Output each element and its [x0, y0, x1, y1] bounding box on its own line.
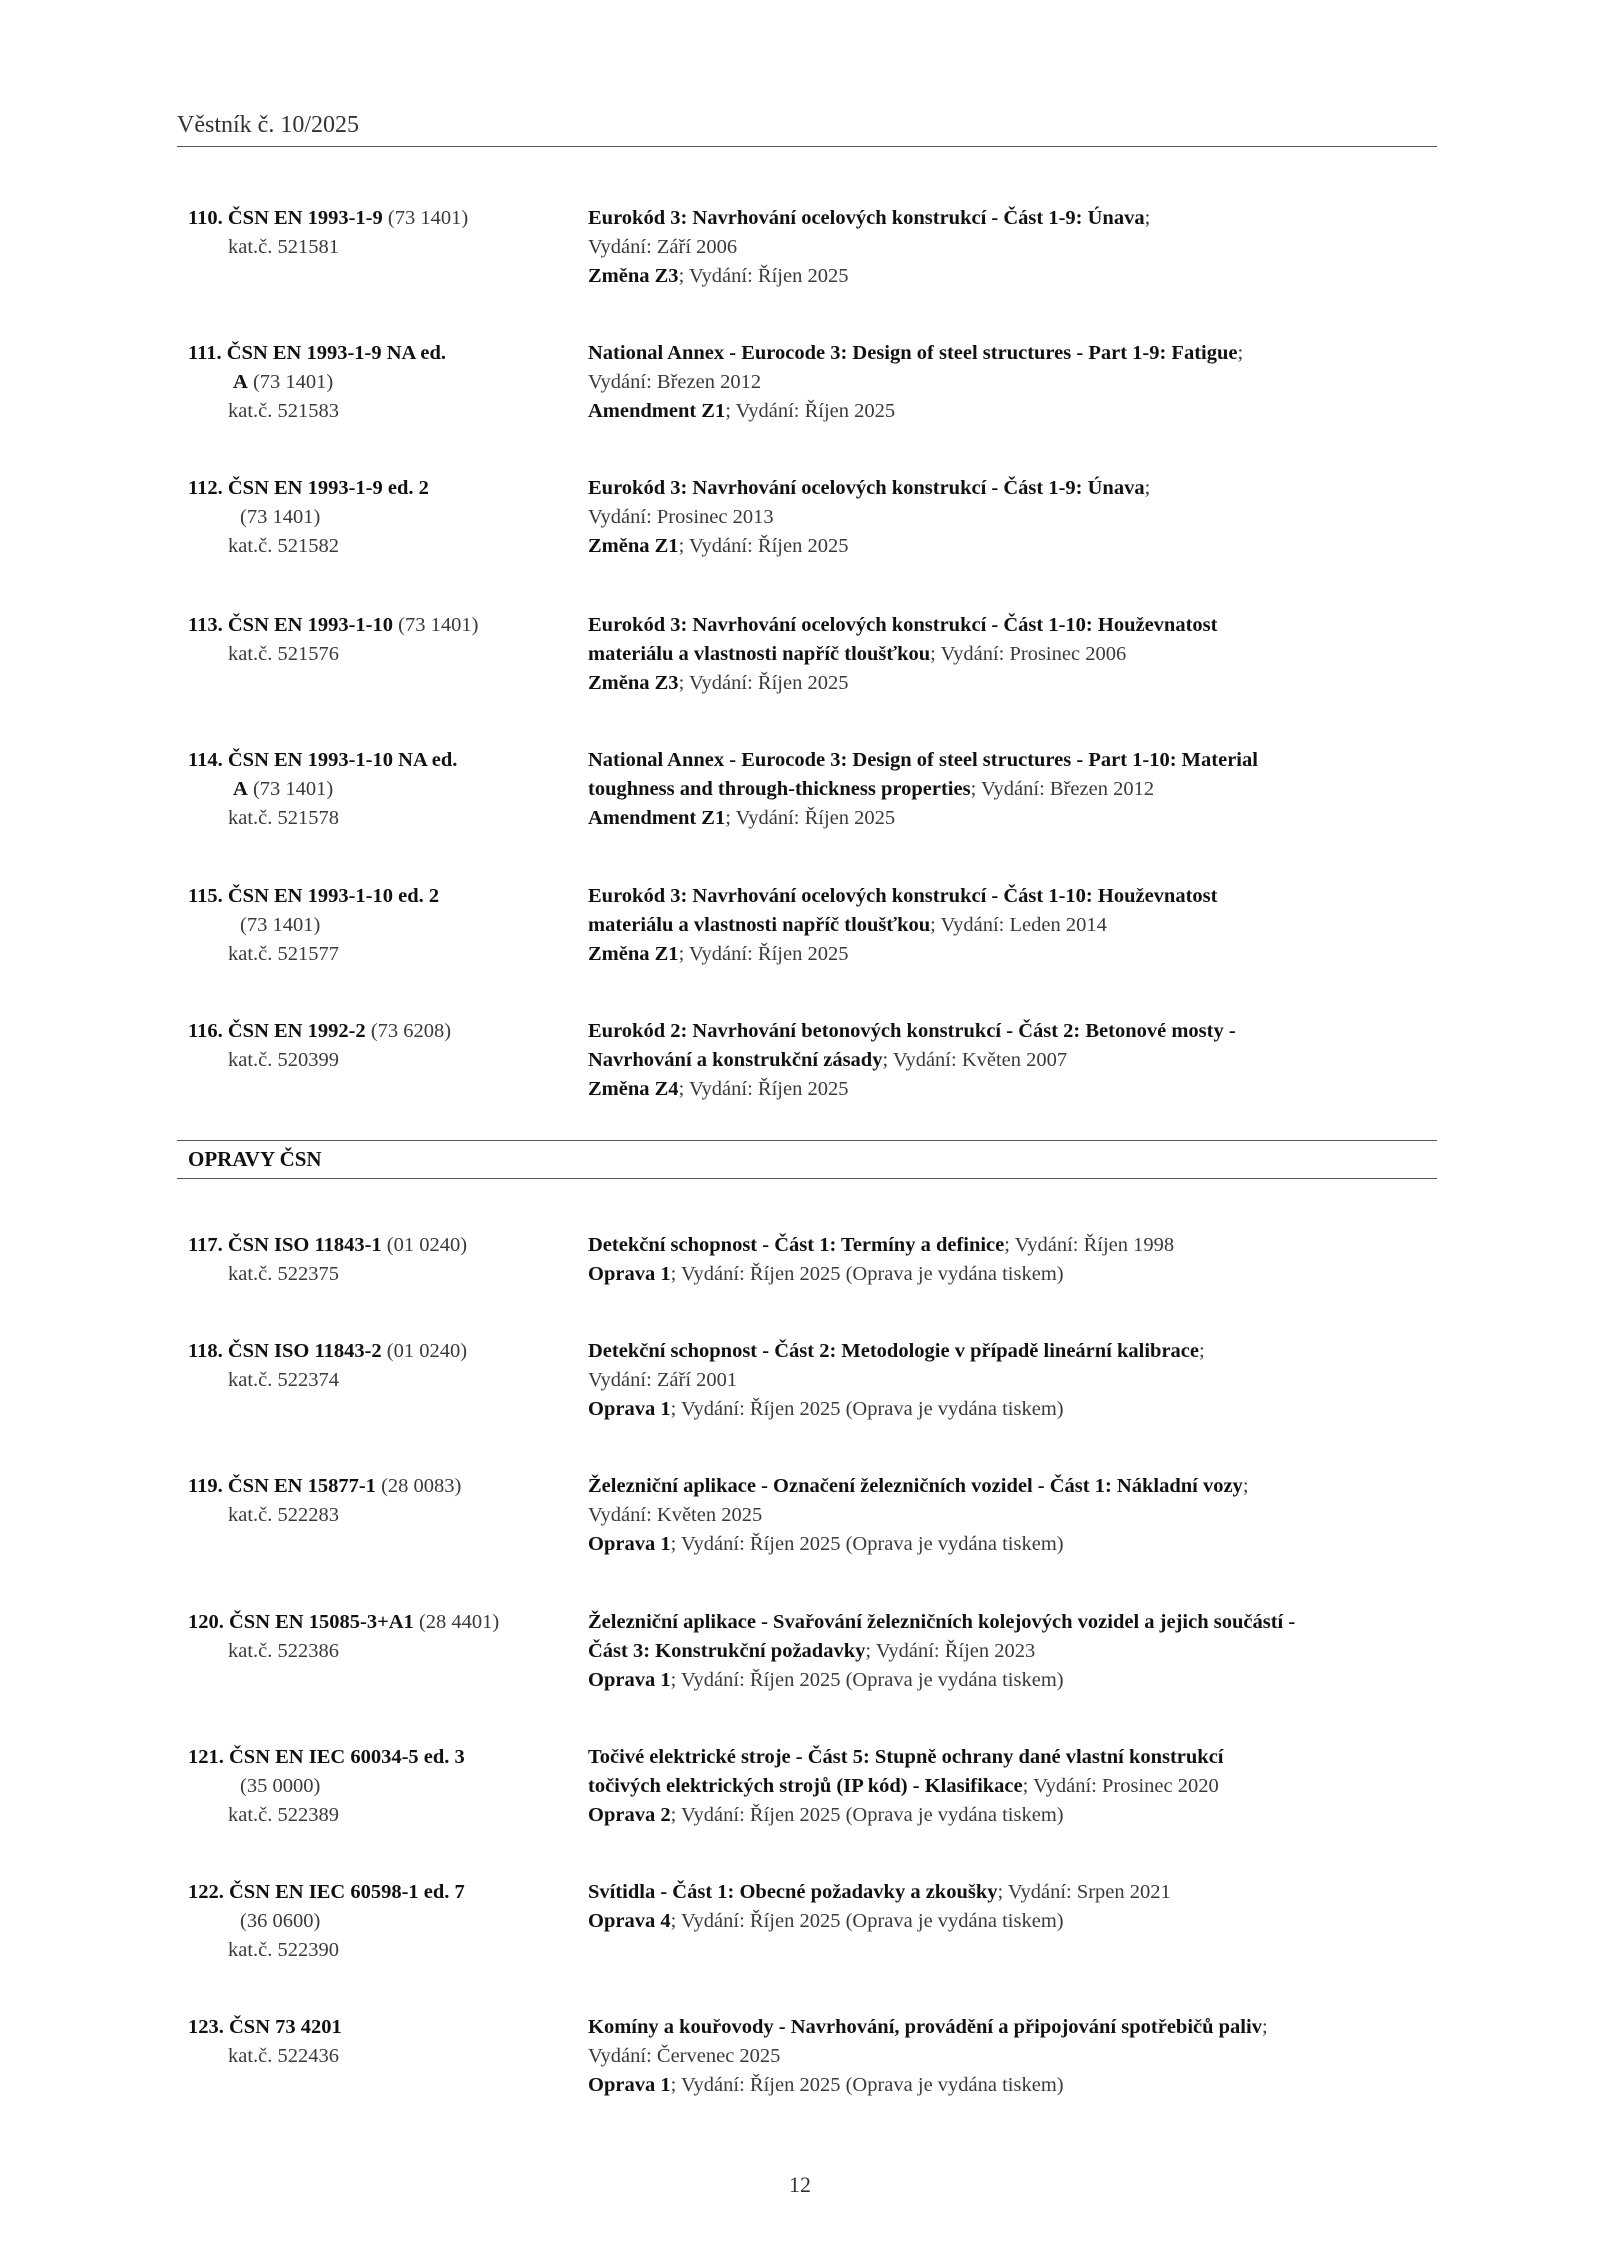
bold-text: Změna Z3	[588, 672, 679, 694]
text-line	[188, 1801, 465, 1830]
text-line	[188, 1936, 465, 1965]
text: Vydání: Březen 2012	[588, 371, 762, 393]
standard-id	[188, 1231, 467, 1289]
text: (35 0000)	[240, 1775, 321, 1797]
text-line	[188, 2013, 342, 2042]
text-line	[588, 940, 1217, 969]
bold-text: 117. ČSN ISO 11843-1	[188, 1234, 382, 1256]
text: ; Vydání: Říjen 2025	[678, 535, 849, 557]
bold-text: materiálu a vlastnosti napříč tloušťkou	[588, 914, 931, 936]
bold-text: Detekční schopnost - Část 1: Termíny a definice	[588, 1234, 1005, 1256]
text-line	[188, 1337, 467, 1366]
text-line	[588, 1395, 1205, 1424]
text: kat.č. 522375	[228, 1263, 340, 1285]
bold-text: 116. ČSN EN 1992-2	[188, 1020, 366, 1042]
text: ; Vydání: Říjen 2025	[678, 943, 849, 965]
standard-description	[588, 1337, 1205, 1424]
bold-text: 121. ČSN EN IEC 60034-5 ed. 3	[188, 1746, 465, 1768]
standard-id	[188, 474, 429, 561]
text-line	[588, 882, 1217, 911]
text: ; Vydání: Prosinec 2006	[930, 643, 1127, 665]
text-line	[588, 746, 1258, 775]
text-line	[188, 1608, 499, 1637]
text: ; Vydání: Prosinec 2020	[1022, 1775, 1219, 1797]
standard-id	[188, 1017, 451, 1075]
text: kat.č. 522386	[228, 1640, 340, 1662]
text-line	[588, 339, 1243, 368]
standard-id	[188, 1743, 465, 1830]
standard-description	[588, 204, 1150, 291]
text-line	[588, 503, 1150, 532]
text-line	[588, 1501, 1249, 1530]
text: ; Vydání: Leden 2014	[930, 914, 1107, 936]
text: ;	[1199, 1340, 1205, 1362]
text: kat.č. 521582	[228, 535, 340, 557]
text-line	[588, 397, 1243, 426]
text: kat.č. 521576	[228, 643, 340, 665]
bold-text: Změna Z4	[588, 1078, 679, 1100]
text: kat.č. 521577	[228, 943, 340, 965]
text: (73 1401)	[247, 778, 334, 800]
bold-text: 112. ČSN EN 1993-1-9 ed. 2	[188, 477, 429, 499]
text-line	[588, 2013, 1268, 2042]
text-line	[588, 1472, 1249, 1501]
text-line	[588, 1772, 1224, 1801]
standard-description	[588, 1472, 1249, 1559]
text-line	[588, 1260, 1174, 1289]
text: ;	[1144, 477, 1151, 499]
text-line	[188, 1878, 465, 1907]
bold-text: toughness and through-thickness properties	[588, 778, 971, 800]
text-line	[588, 911, 1217, 940]
text-line	[588, 775, 1258, 804]
bulletin-header: Věstník č. 10/2025	[177, 112, 359, 138]
text: kat.č. 522390	[228, 1939, 340, 1961]
bold-text: Železniční aplikace - Označení železničních vozidel - Část 1: Nákladní vozy	[588, 1475, 1243, 1497]
bold-text: 114. ČSN EN 1993-1-10 NA ed.	[188, 749, 458, 771]
bold-text: Železniční aplikace - Svařování železničních kolejových vozidel a jejich součástí -	[588, 1611, 1296, 1633]
text: (73 1401)	[382, 207, 469, 229]
bold-text: 111. ČSN EN 1993-1-9 NA ed.	[188, 342, 446, 364]
text-line	[188, 233, 468, 262]
text-line	[588, 1637, 1295, 1666]
text: kat.č. 521583	[228, 400, 340, 422]
bold-text: Komíny a kouřovody - Navrhování, provádění a připojování spotřebičů paliv	[588, 2016, 1262, 2038]
text: Vydání: Červenec 2025	[588, 2045, 781, 2067]
text: (73 1401)	[240, 506, 321, 528]
text: kat.č. 522436	[228, 2045, 340, 2067]
text: ;	[1237, 342, 1244, 364]
text: ; Vydání: Říjen 2025	[678, 672, 849, 694]
text-line	[588, 611, 1217, 640]
text-line	[588, 1530, 1249, 1559]
text-line	[588, 532, 1150, 561]
text-line	[188, 940, 439, 969]
bold-text: Oprava 2	[588, 1804, 671, 1826]
text-line	[588, 368, 1243, 397]
header-divider	[177, 146, 1437, 147]
text: ;	[1242, 1475, 1249, 1497]
text-line	[188, 1637, 499, 1666]
text: Vydání: Září 2001	[588, 1369, 738, 1391]
bold-text: materiálu a vlastnosti napříč tloušťkou	[588, 643, 931, 665]
standard-id	[188, 1878, 465, 1965]
bold-text: National Annex - Eurocode 3: Design of steel structures - Part 1-9: Fatigue	[588, 342, 1238, 364]
standard-id	[188, 611, 478, 669]
text: ;	[1261, 2016, 1268, 2038]
text: kat.č. 522283	[228, 1504, 340, 1526]
standard-id	[188, 1472, 461, 1530]
text-line	[188, 1472, 461, 1501]
bold-text: Eurokód 3: Navrhování ocelových konstrukcí - Část 1-10: Houževnatost	[588, 885, 1218, 907]
text-line	[588, 262, 1150, 291]
text: kat.č. 521578	[228, 807, 340, 829]
text: ; Vydání: Říjen 2025 (Oprava je vydána tiskem)	[670, 1669, 1064, 1691]
text-line	[188, 1743, 465, 1772]
text-line	[188, 640, 478, 669]
section-divider-top	[177, 1140, 1437, 1141]
bold-text: Oprava 1	[588, 1398, 671, 1420]
text-line	[188, 746, 457, 775]
bold-text: Eurokód 3: Navrhování ocelových konstrukcí - Část 1-9: Únava	[588, 477, 1145, 499]
text-line	[588, 204, 1150, 233]
text: ; Vydání: Říjen 2025	[725, 400, 896, 422]
bold-text: A	[233, 778, 248, 800]
text-line	[188, 1260, 467, 1289]
bold-text: Amendment Z1	[588, 807, 726, 829]
text-line	[588, 2042, 1268, 2071]
text: ; Vydání: Říjen 1998	[1004, 1234, 1175, 1256]
text-line	[188, 204, 468, 233]
standard-description	[588, 474, 1150, 561]
standard-id	[188, 882, 439, 969]
text: (28 0083)	[375, 1475, 462, 1497]
text: (36 0600)	[240, 1910, 321, 1932]
bold-text: Amendment Z1	[588, 400, 726, 422]
text-line	[588, 1231, 1174, 1260]
standard-id	[188, 339, 446, 426]
bold-text: 118. ČSN ISO 11843-2	[188, 1340, 382, 1362]
text: (73 1401)	[247, 371, 334, 393]
standard-description	[588, 611, 1217, 698]
text-line	[188, 339, 446, 368]
bold-text: Změna Z3	[588, 265, 679, 287]
standard-description	[588, 1878, 1171, 1936]
standard-id	[188, 2013, 342, 2071]
text-line	[588, 1046, 1236, 1075]
bold-text: Oprava 1	[588, 1533, 671, 1555]
text: ; Vydání: Březen 2012	[970, 778, 1155, 800]
text-line	[588, 640, 1217, 669]
text-line	[188, 1907, 465, 1936]
text-line	[188, 1017, 451, 1046]
text-line	[588, 1878, 1171, 1907]
text-line	[588, 1366, 1205, 1395]
text-line	[188, 611, 478, 640]
text-line	[188, 804, 457, 833]
standard-description	[588, 1743, 1224, 1830]
text: ; Vydání: Říjen 2025 (Oprava je vydána tiskem)	[670, 1533, 1064, 1555]
text: kat.č. 521581	[228, 236, 340, 258]
bold-text: Část 3: Konstrukční požadavky	[588, 1640, 866, 1662]
bold-text: Oprava 1	[588, 1263, 671, 1285]
text: ; Vydání: Srpen 2021	[997, 1881, 1171, 1903]
bold-text: Eurokód 2: Navrhování betonových konstrukcí - Část 2: Betonové mosty -	[588, 1020, 1236, 1042]
text: ; Vydání: Říjen 2025	[678, 1078, 849, 1100]
bold-text: Oprava 4	[588, 1910, 671, 1932]
text-line	[188, 1772, 465, 1801]
bold-text: 115. ČSN EN 1993-1-10 ed. 2	[188, 885, 440, 907]
text-line	[188, 368, 446, 397]
text: (73 6208)	[365, 1020, 452, 1042]
text: ; Vydání: Říjen 2025 (Oprava je vydána tiskem)	[670, 1398, 1064, 1420]
text-line	[188, 532, 429, 561]
text-line	[588, 1337, 1205, 1366]
standard-description	[588, 1608, 1295, 1695]
section-title: OPRAVY ČSN	[188, 1147, 322, 1171]
text-line	[188, 882, 439, 911]
text-line	[588, 474, 1150, 503]
text: ; Vydání: Květen 2007	[882, 1049, 1068, 1071]
bold-text: 122. ČSN EN IEC 60598-1 ed. 7	[188, 1881, 465, 1903]
text: (73 1401)	[240, 914, 321, 936]
bold-text: 123. ČSN 73 4201	[188, 2016, 342, 2038]
text: Vydání: Září 2006	[588, 236, 738, 258]
text-line	[588, 1017, 1236, 1046]
bold-text: A	[233, 371, 248, 393]
standard-description	[588, 882, 1217, 969]
bold-text: točivých elektrických strojů (IP kód) - Klasifikace	[588, 1775, 1023, 1797]
standard-id	[188, 204, 468, 262]
text: kat.č. 522374	[228, 1369, 340, 1391]
text-line	[588, 1743, 1224, 1772]
text: (01 0240)	[381, 1234, 468, 1256]
text-line	[588, 1075, 1236, 1104]
text: Vydání: Prosinec 2013	[588, 506, 774, 528]
text-line	[588, 1801, 1224, 1830]
standard-description	[588, 1017, 1236, 1104]
text-line	[188, 2042, 342, 2071]
standard-description	[588, 2013, 1268, 2100]
text: ; Vydání: Říjen 2025 (Oprava je vydána tiskem)	[670, 1263, 1064, 1285]
page-number: 12	[789, 2172, 811, 2197]
text: ; Vydání: Říjen 2025 (Oprava je vydána tiskem)	[670, 1910, 1064, 1932]
text: kat.č. 520399	[228, 1049, 340, 1071]
standard-id	[188, 746, 457, 833]
text-line	[588, 804, 1258, 833]
standard-description	[588, 746, 1258, 833]
text: kat.č. 522389	[228, 1804, 340, 1826]
text: (01 0240)	[381, 1340, 468, 1362]
text-line	[188, 775, 457, 804]
text-line	[588, 233, 1150, 262]
text-line	[588, 1608, 1295, 1637]
text-line	[188, 1046, 451, 1075]
text-line	[188, 1366, 467, 1395]
standard-id	[188, 1608, 499, 1666]
bold-text: National Annex - Eurocode 3: Design of steel structures - Part 1-10: Material	[588, 749, 1258, 771]
text: ; Vydání: Říjen 2025 (Oprava je vydána tiskem)	[670, 1804, 1064, 1826]
standard-id	[188, 1337, 467, 1395]
bold-text: Oprava 1	[588, 1669, 671, 1691]
text-line	[588, 1907, 1171, 1936]
text: ; Vydání: Říjen 2025	[678, 265, 849, 287]
bold-text: Eurokód 3: Navrhování ocelových konstrukcí - Část 1-10: Houževnatost	[588, 614, 1218, 636]
text-line	[588, 2071, 1268, 2100]
text-line	[188, 503, 429, 532]
bold-text: Svítidla - Část 1: Obecné požadavky a zkoušky	[588, 1881, 998, 1903]
standard-description	[588, 1231, 1174, 1289]
bold-text: 119. ČSN EN 15877-1	[188, 1475, 376, 1497]
bold-text: 110. ČSN EN 1993-1-9	[188, 207, 383, 229]
section-divider-bottom	[177, 1178, 1437, 1179]
text-line	[588, 1666, 1295, 1695]
bold-text: 120. ČSN EN 15085-3+A1	[188, 1611, 414, 1633]
bold-text: Oprava 1	[588, 2074, 671, 2096]
bold-text: Změna Z1	[588, 535, 679, 557]
text-line	[188, 474, 429, 503]
bold-text: Změna Z1	[588, 943, 679, 965]
bold-text: Eurokód 3: Navrhování ocelových konstrukcí - Část 1-9: Únava	[588, 207, 1145, 229]
text: ; Vydání: Říjen 2025 (Oprava je vydána tiskem)	[670, 2074, 1064, 2096]
text-line	[188, 397, 446, 426]
bold-text: Detekční schopnost - Část 2: Metodologie v případě lineární kalibrace	[588, 1340, 1199, 1362]
text: ; Vydání: Říjen 2025	[725, 807, 896, 829]
bold-text: Navrhování a konstrukční zásady	[588, 1049, 883, 1071]
text-line	[188, 911, 439, 940]
text-line	[588, 669, 1217, 698]
text: Vydání: Květen 2025	[588, 1504, 763, 1526]
bold-text: 113. ČSN EN 1993-1-10	[188, 614, 394, 636]
standard-description	[588, 339, 1243, 426]
text: ;	[1144, 207, 1151, 229]
text-line	[188, 1231, 467, 1260]
text-line	[188, 1501, 461, 1530]
text: (28 4401)	[413, 1611, 500, 1633]
text: ; Vydání: Říjen 2023	[865, 1640, 1036, 1662]
bold-text: Točivé elektrické stroje - Část 5: Stupně ochrany dané vlastní konstrukcí	[588, 1746, 1224, 1768]
text: (73 1401)	[393, 614, 479, 636]
